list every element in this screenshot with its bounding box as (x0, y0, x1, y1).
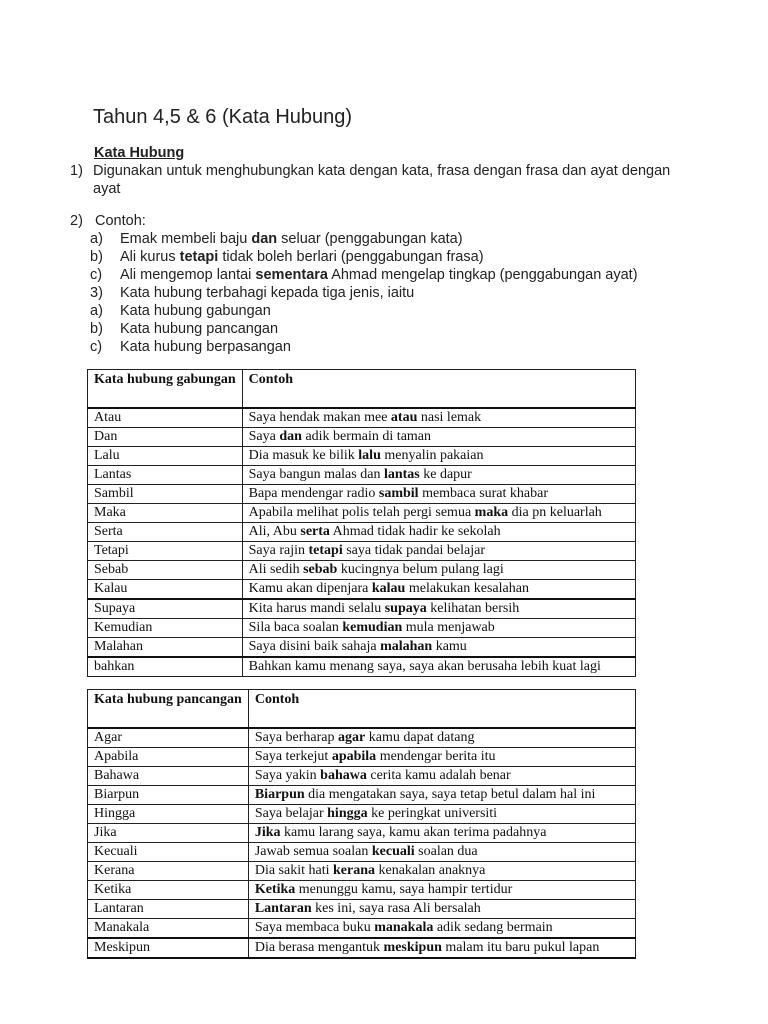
example-label: a) (90, 231, 103, 247)
contoh-cell (242, 657, 635, 677)
example-text-post: seluar (penggabungan kata) (277, 231, 463, 247)
kata-hubung-cell: Kemudian (88, 619, 243, 638)
example-text-pre: Ali mengemop lantai (120, 267, 256, 283)
table-row (88, 599, 636, 619)
contoh-text-post: menunggu kamu, saya hampir tertidur (295, 882, 513, 897)
contoh-cell (242, 561, 635, 580)
contoh-text-post: Ahmad tidak hadir ke sekolah (329, 524, 501, 539)
contoh-keyword: Ketika (254, 882, 296, 897)
table-row (88, 786, 636, 805)
table-row (88, 466, 636, 485)
contoh-cell (242, 485, 635, 504)
contoh-text-post: melakukan kesalahan (405, 581, 529, 596)
kata-hubung-cell: Agar (88, 728, 249, 748)
contoh-keyword: meskipun (383, 940, 442, 955)
table-row (88, 619, 636, 638)
table-row (88, 843, 636, 862)
contoh-text-post: kenakalan anaknya (375, 863, 486, 878)
kata-hubung-cell: Malahan (88, 638, 243, 658)
contoh-text-post: mula menjawab (402, 620, 495, 635)
contoh-text-post: kes ini, saya rasa Ali bersalah (311, 901, 481, 916)
example-item (90, 320, 730, 338)
kata-hubung-cell: Hingga (88, 805, 249, 824)
contoh-text-post: membaca surat khabar (418, 486, 549, 501)
contoh-text-pre: Kita harus mandi selalu (248, 601, 385, 616)
kata-hubung-cell: Serta (88, 523, 243, 542)
table-row (88, 561, 636, 580)
example-text-pre: Kata hubung pancangan (120, 321, 279, 337)
section-heading: Kata Hubung (94, 145, 185, 161)
contoh-cell (242, 466, 635, 485)
contoh-text-pre: Saya membaca buku (254, 920, 375, 935)
contoh-keyword: agar (338, 730, 366, 745)
contoh-cell (248, 919, 635, 939)
kata-hubung-cell: Kerana (88, 862, 249, 881)
contoh-cell (248, 938, 635, 958)
contoh-cell (248, 900, 635, 919)
contoh-cell (248, 767, 635, 786)
contoh-cell (242, 638, 635, 658)
contoh-keyword: tetapi (308, 543, 343, 558)
contoh-text-pre: Kamu akan dipenjara (248, 581, 372, 596)
contoh-text-pre: Saya rajin (248, 543, 309, 558)
contoh-text-pre: Saya terkejut (254, 749, 332, 764)
example-keyword: sementara (255, 267, 328, 283)
table-row (88, 428, 636, 447)
contoh-keyword: kemudian (342, 620, 403, 635)
point-1-text: Digunakan untuk menghubungkan kata dengan kata, frasa dengan frasa dan ayat dengan ayat (93, 163, 671, 197)
contoh-keyword: serta (300, 524, 330, 539)
example-label: b) (90, 249, 103, 265)
contoh-cell (248, 805, 635, 824)
kata-hubung-cell: Supaya (88, 599, 243, 619)
table-row (88, 728, 636, 748)
kata-hubung-cell: Kecuali (88, 843, 249, 862)
table-header-row (88, 690, 636, 729)
contoh-text-pre: Sila baca soalan (248, 620, 343, 635)
contoh-text-pre: Saya (248, 429, 280, 444)
header-cell: Contoh (242, 370, 635, 409)
contoh-text-post: cerita kamu adalah benar (366, 768, 511, 783)
contoh-text-post: ke dapur (419, 467, 472, 482)
contoh-cell (248, 843, 635, 862)
contoh-keyword: malahan (380, 639, 433, 654)
table-row (88, 408, 636, 428)
contoh-text-post: menyalin pakaian (380, 448, 484, 463)
example-label: 3) (90, 285, 103, 301)
kata-hubung-cell: Sambil (88, 485, 243, 504)
example-label: c) (90, 267, 103, 283)
contoh-text-pre: Saya yakin (254, 768, 321, 783)
table-row (88, 485, 636, 504)
contoh-cell (248, 728, 635, 748)
table-row (88, 938, 636, 958)
kata-hubung-cell: Dan (88, 428, 243, 447)
table-row (88, 657, 636, 677)
kata-hubung-cell: Maka (88, 504, 243, 523)
example-label: a) (90, 303, 103, 319)
contoh-cell (248, 881, 635, 900)
contoh-cell (242, 523, 635, 542)
table-header-row (88, 370, 636, 409)
kata-hubung-cell: Bahawa (88, 767, 249, 786)
contoh-text-pre: Dia sakit hati (254, 863, 333, 878)
contoh-text-pre: Dia berasa mengantuk (254, 940, 384, 955)
contoh-text-post: adik sedang bermain (433, 920, 553, 935)
kata-hubung-cell: Kalau (88, 580, 243, 600)
contoh-cell (248, 786, 635, 805)
header-cell: Kata hubung pancangan (88, 690, 249, 729)
table-row (88, 504, 636, 523)
kata-hubung-cell: Lantas (88, 466, 243, 485)
contoh-text-post: kamu larang saya, kamu akan terima padahnya (280, 825, 547, 840)
example-item (90, 284, 730, 302)
header-cell: Kata hubung gabungan (88, 370, 243, 409)
example-text-post: tidak boleh berlari (penggabungan frasa) (218, 249, 484, 265)
contoh-keyword: hingga (327, 806, 368, 821)
table-row (88, 805, 636, 824)
example-item (90, 248, 730, 266)
contoh-text-pre: Saya berharap (254, 730, 339, 745)
page-title: Tahun 4,5 & 6 (Kata Hubung) (93, 106, 353, 128)
example-item (90, 266, 730, 284)
example-label: b) (90, 321, 103, 337)
contoh-keyword: bahawa (320, 768, 367, 783)
contoh-cell (248, 862, 635, 881)
contoh-text-pre: Saya hendak makan mee (248, 410, 391, 425)
contoh-keyword: sambil (378, 486, 419, 501)
contoh-cell (242, 619, 635, 638)
table-row (88, 447, 636, 466)
contoh-keyword: kecuali (371, 844, 415, 859)
kata-hubung-cell: Manakala (88, 919, 249, 939)
contoh-text-pre: Jawab semua soalan (254, 844, 372, 859)
contoh-cell (242, 504, 635, 523)
contoh-text-post: soalan dua (414, 844, 478, 859)
kata-hubung-cell: Ketika (88, 881, 249, 900)
contoh-text-post: kamu (432, 639, 467, 654)
contoh-cell (242, 542, 635, 561)
table-row (88, 767, 636, 786)
contoh-text-post: dia mengatakan saya, saya tetap betul dalam hal ini (304, 787, 596, 802)
contoh-cell (242, 408, 635, 428)
example-keyword: tetapi (179, 249, 219, 265)
contoh-keyword: atau (390, 410, 418, 425)
example-text-pre: Kata hubung gabungan (120, 303, 271, 319)
table-row (88, 523, 636, 542)
contoh-keyword: dan (279, 429, 302, 444)
contoh-keyword: maka (474, 505, 509, 520)
contoh-text-post: mendengar berita itu (376, 749, 496, 764)
contoh-text-pre: Dia masuk ke bilik (248, 448, 359, 463)
contoh-cell (248, 748, 635, 767)
kata-hubung-cell: Jika (88, 824, 249, 843)
kata-hubung-cell: Biarpun (88, 786, 249, 805)
example-item (90, 230, 730, 248)
table-row (88, 900, 636, 919)
kata-hubung-cell: Apabila (88, 748, 249, 767)
contoh-keyword: manakala (374, 920, 434, 935)
contoh-cell (242, 428, 635, 447)
contoh-text-post: nasi lemak (417, 410, 482, 425)
contoh-cell (242, 580, 635, 600)
point-1-number: 1) (70, 163, 83, 179)
contoh-cell (242, 599, 635, 619)
contoh-keyword: lantas (383, 467, 420, 482)
example-item (90, 302, 730, 320)
contoh-text-post: kucingnya belum pulang lagi (337, 562, 504, 577)
contoh-text-pre: Apabila melihat polis telah pergi semua (248, 505, 475, 520)
table-row (88, 862, 636, 881)
example-label: c) (90, 339, 103, 355)
contoh-text-pre: Ali, Abu (248, 524, 301, 539)
kata-hubung-gabungan-table (87, 369, 636, 677)
point-2-label: Contoh: (95, 213, 146, 229)
contoh-cell (242, 447, 635, 466)
table-row (88, 919, 636, 939)
point-2-number: 2) (70, 213, 83, 229)
contoh-keyword: lalu (358, 448, 381, 463)
kata-hubung-pancangan-table (87, 689, 636, 959)
contoh-keyword: apabila (331, 749, 377, 764)
contoh-text-pre: Saya disini baik sahaja (248, 639, 381, 654)
kata-hubung-cell: bahkan (88, 657, 243, 677)
contoh-text-post: kamu dapat datang (365, 730, 475, 745)
contoh-text-post: malam itu baru pukul lapan (441, 940, 600, 955)
contoh-text-post: adik bermain di taman (301, 429, 432, 444)
kata-hubung-cell: Lalu (88, 447, 243, 466)
contoh-keyword: Lantaran (254, 901, 312, 916)
point-2 (70, 212, 710, 355)
kata-hubung-cell: Lantaran (88, 900, 249, 919)
header-cell: Contoh (248, 690, 635, 729)
contoh-text-post: saya tidak pandai belajar (342, 543, 486, 558)
example-text-pre: Kata hubung terbahagi kepada tiga jenis, iaitu (120, 285, 415, 301)
contoh-text-post: kelihatan bersih (426, 601, 520, 616)
contoh-text-pre: Saya belajar (254, 806, 328, 821)
contoh-keyword: kerana (333, 863, 375, 878)
table-row (88, 748, 636, 767)
contoh-keyword: sebab (303, 562, 338, 577)
contoh-keyword: Biarpun (254, 787, 305, 802)
table-row (88, 824, 636, 843)
example-text-pre: Ali kurus (120, 249, 180, 265)
table-row (88, 542, 636, 561)
contoh-text-pre: Saya bangun malas dan (248, 467, 384, 482)
example-item (90, 338, 730, 356)
kata-hubung-cell: Tetapi (88, 542, 243, 561)
example-text-pre: Emak membeli baju (120, 231, 252, 247)
kata-hubung-cell: Atau (88, 408, 243, 428)
contoh-text-pre: Bahkan kamu menang saya, saya akan berusaha lebih kuat lagi (248, 659, 601, 674)
example-text-post: Ahmad mengelap tingkap (penggabungan ayat) (327, 267, 638, 283)
table-row (88, 580, 636, 600)
contoh-text-post: ke peringkat universiti (367, 806, 498, 821)
contoh-cell (248, 824, 635, 843)
example-text-pre: Kata hubung berpasangan (120, 339, 291, 355)
contoh-keyword: supaya (384, 601, 427, 616)
contoh-keyword: Jika (254, 825, 281, 840)
kata-hubung-cell: Sebab (88, 561, 243, 580)
contoh-text-pre: Ali sedih (248, 562, 304, 577)
contoh-text-pre: Bapa mendengar radio (248, 486, 379, 501)
example-keyword: dan (251, 231, 278, 247)
kata-hubung-cell: Meskipun (88, 938, 249, 958)
table-row (88, 638, 636, 658)
contoh-keyword: kalau (371, 581, 406, 596)
contoh-text-post: dia pn keluarlah (508, 505, 602, 520)
table-row (88, 881, 636, 900)
